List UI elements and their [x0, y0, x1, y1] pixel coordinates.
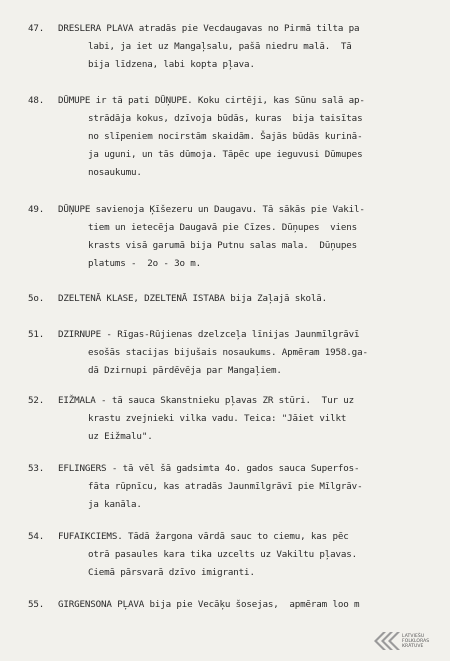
entry-line: GIRGENSONA PĻAVA bija pie Vecāķu šosejas, apmēram loo m — [58, 599, 360, 610]
entry-line: dā Dzirnupi pārdēvēja par Mangaļiem. — [88, 365, 282, 376]
logo-line: KRĀTUVE — [402, 643, 424, 649]
entry-line: labi, ja iet uz Mangaļsalu, pašā niedru malā. Tā — [88, 41, 352, 52]
logo-line: FOLKLORAS — [402, 638, 430, 644]
entry-line: ja kanāla. — [88, 499, 142, 510]
entry-line: fāta rūpnīcu, kas atradās Jaunmīlgrāvī pie Mīlgrāv- — [88, 481, 363, 492]
entry-line: esošās stacijas bijušais nosaukums. Apmēram 1958.ga- — [88, 347, 368, 358]
entry-line: platums - 2o - 3o m. — [88, 258, 202, 269]
entry-line: EFLINGERS - tā vēl šā gadsimta 4o. gados sauca Superfos- — [58, 463, 360, 474]
entry-51 — [28, 326, 438, 380]
entry-line: DZELTENĀ KLASE, DZELTENĀ ISTABA bija Zaļajā skolā. — [58, 293, 328, 304]
entry-number: 49. — [28, 204, 45, 215]
entry-55 — [28, 596, 438, 614]
entry-line: FUFAIKCIEMS. Tādā žargona vārdā sauc to ciemu, kas pēc — [58, 531, 349, 542]
entry-line: Ciemā pārsvarā dzīvo imigranti. — [88, 567, 255, 578]
entry-line: krastu zvejnieki vilka vadu. Teica: "Jāiet vilkt — [88, 413, 347, 424]
entry-number: 52. — [28, 395, 45, 406]
archive-logo — [372, 628, 444, 654]
entry-line: DRESLERA PLAVA atradās pie Vecdaugavas no Pirmā tilta pa — [58, 23, 360, 34]
entry-line: tiem un ietecēja Daugavā pie Cīzes. Dūņupes viens — [88, 222, 358, 233]
entry-line: DZIRNUPE - Rīgas-Rūjienas dzelzceļa līnijas Jaunmīlgrāvī — [58, 329, 360, 340]
entry-line: EIŽMALA - tā sauca Skanstnieku pļavas ZR stūri. Tur uz — [58, 395, 354, 406]
entry-number: 48. — [28, 95, 45, 106]
entry-number: 5o. — [28, 293, 45, 304]
entry-number: 54. — [28, 531, 45, 542]
lfk-logo-icon — [372, 630, 400, 652]
entry-52 — [28, 392, 438, 446]
logo-line: LATVIEŠU — [402, 633, 425, 639]
entry-number: 53. — [28, 463, 45, 474]
entry-line: otrā pasaules kara tika uzcelts uz Vakiltu pļavas. — [88, 549, 358, 560]
entry-line: nosaukumu. — [88, 167, 142, 178]
entry-48 — [28, 92, 438, 182]
entry-line: uz Eižmalu". — [88, 431, 153, 442]
entry-50 — [28, 290, 438, 308]
entry-line: ja uguni, un tās dūmoja. Tāpēc upe ieguvusi Dūmupes — [88, 149, 363, 160]
entry-line: bija līdzena, labi kopta pļava. — [88, 59, 255, 70]
entry-line: strādāja kokus, dzīvoja būdās, kuras bija taisītas — [88, 113, 363, 124]
entry-line: krasts visā garumā bija Putnu salas mala. Dūņupes — [88, 240, 358, 251]
entry-line: DŪMUPE ir tā pati DŪŅUPE. Koku cirtēji, kas Sūnu salā ap- — [58, 95, 365, 106]
entry-47 — [28, 20, 438, 74]
logo-text — [402, 634, 429, 649]
entry-line: no slīpeniem nocirstām skaidām. Šajās būdās kurinā- — [88, 131, 363, 142]
entry-49 — [28, 201, 438, 273]
entry-54 — [28, 528, 438, 582]
entry-line: DŪŅUPE savienoja Ķīšezeru un Daugavu. Tā sākās pie Vakil- — [58, 204, 365, 215]
entry-number: 47. — [28, 23, 45, 34]
entry-number: 55. — [28, 599, 45, 610]
entry-number: 51. — [28, 329, 45, 340]
entry-53 — [28, 460, 438, 514]
